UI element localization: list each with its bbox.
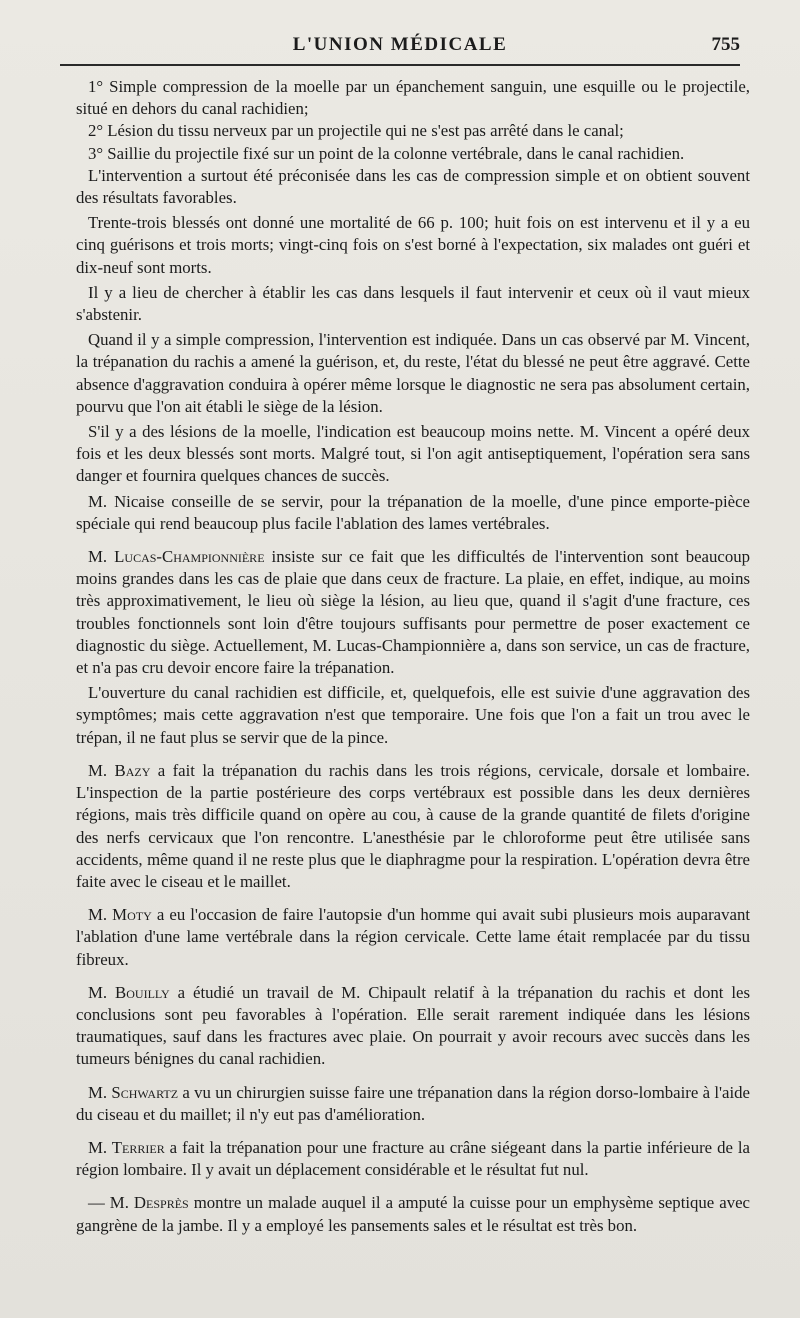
speaker-name: M. Moty <box>88 905 152 925</box>
paragraph-lucas-championniere <box>76 546 750 679</box>
page-number: 755 <box>711 34 740 55</box>
speaker-name: M. Desprès <box>109 1193 189 1213</box>
speaker-name: M. Bazy <box>88 760 151 780</box>
paragraph-text: montre un malade auquel il a amputé la cuisse pour un emphysème septique avec gangrène de la jambe. Il y a employé les pansements sales et le résultat est très bon. <box>76 1193 750 1235</box>
paragraph-canal-opening: L'ouverture du canal rachidien est difficile, et, quelquefois, elle est suivie d'une aggravation des symptômes; mais cette aggravation n'est que temporaire. Une fois que l'on a fait un trou avec le trépan, il ne faut plus se servir que de la pince. <box>76 683 750 747</box>
list-item-2: 2° Lésion du tissu nerveux par un projectile qui ne s'est pas arrêté dans le canal; <box>88 121 624 141</box>
paragraph-indications: Il y a lieu de chercher à établir les cas dans lesquels il faut intervenir et ceux où il vaut mieux s'abstenir. <box>76 282 750 325</box>
paragraph-nicaise: M. Nicaise conseille de se servir, pour la trépanation de la moelle, d'une pince emporte-pièce spéciale qui rend beaucoup plus facile l'ablation des lames vertébrales. <box>76 491 750 533</box>
paragraph-spinal-lesions: S'il y a des lésions de la moelle, l'indication est beaucoup moins nette. M. Vincent a opéré deux fois et les deux blessés sont morts. Malgré tout, si l'on agit antiseptiquement, l'opération sera sans danger et fournira quelques chances de succès. <box>76 422 750 486</box>
paragraph-terrier <box>76 1137 750 1181</box>
dash-prefix: — <box>88 1193 110 1213</box>
speaker-name: M. Terrier <box>88 1137 165 1157</box>
speaker-name: M. Bouilly <box>88 982 170 1002</box>
paragraph-text: a fait la trépanation du rachis dans les trois régions, cervicale, dorsale et lombaire. L'inspection de la partie postérieure des corps vertébraux est possible dans les deux dernières régions, mais très difficile quand on opère au cou, à cause de la grande quantité de filets d'origine des nerfs cervicaux que l'on rencontre. L'anesthésie par le chloroforme peut être utilisée sans accidents, même quand il ne reste plus que le diaphragme pour la respiration. L'opération devra être faite avec le ciseau et le maillet. <box>76 760 750 891</box>
paragraph-moty <box>76 904 750 971</box>
list-item-3: 3° Saillie du projectile fixé sur un point de la colonne vertébrale, dans le canal rachidien. <box>88 143 685 163</box>
paragraph-text: a eu l'occasion de faire l'autopsie d'un homme qui avait subi plusieurs mois auparavant l'ablation d'une lame vertébrale dans la région cervicale. Cette lame était remplacée par du tissu fibreux. <box>76 905 751 969</box>
paragraph-text: a étudié un travail de M. Chipault relatif à la trépanation du rachis et dont les conclusions sont peu favorables à l'opération. Elle serait rarement indiquée dans les lésions traumatiques, sauf dans les fractures avec plaie. On pourrait y avoir recours avec succès dans les tumeurs bénignes du canal rachidien. <box>76 982 750 1069</box>
paragraph-intervention: L'intervention a surtout été préconisée dans les cas de compression simple et on obtient souvent des résultats favorables. <box>76 165 750 208</box>
paragraph-text: insiste sur ce fait que les difficultés de l'intervention sont beaucoup moins grandes dans les cas de plaie que dans ceux de fracture. La plaie, en effet, indique, au moins très approximativement, le lieu où siège la lésion, au lieu que, quand il s'agit d'une fracture, ces troubles fonctionnels sont loin d'être toujours suffisants pour permettre de poser exactement ce diagnostic du siège. Actuellement, M. Lucas-Championnière a, dans son service, un cas de fracture, et n'a pas cru devoir encore faire la trépanation. <box>76 547 751 678</box>
page-header <box>60 30 740 64</box>
header-rule <box>60 64 740 66</box>
paragraph-bazy <box>76 760 750 893</box>
speaker-name: M. Schwartz <box>88 1082 179 1102</box>
speaker-name: M. Lucas-Championnière <box>88 547 265 567</box>
article-body <box>76 76 750 1240</box>
paragraph-statistics: Trente-trois blessés ont donné une mortalité de 66 p. 100; huit fois on est intervenu et il y a eu cinq guérisons et trois morts; vingt-cinq fois on s'est borné à l'expectation, six malades ont guéri et dix-neuf sont morts. <box>76 213 750 277</box>
paragraph-text: a vu un chirurgien suisse faire une trépanation dans la région dorso-lombaire à l'aide du ciseau et du maillet; il n'y eut pas d'amélioration. <box>76 1082 751 1124</box>
paragraph-bouilly <box>76 982 750 1071</box>
paragraph-text: a fait la trépanation pour une fracture au crâne siégeant dans la partie inférieure de la région lombaire. Il y avait un déplacement considérable et le résultat fut nul. <box>76 1137 751 1180</box>
list-item-1: 1° Simple compression de la moelle par un épanchement sanguin, une esquille ou le projectile, situé en dehors du canal rachidien; <box>76 77 750 119</box>
paragraph-simple-compression: Quand il y a simple compression, l'intervention est indiquée. Dans un cas observé par M. Vincent, la trépanation du rachis a amené la guérison, et, du reste, l'état du blessé ne peut être aggravé. Cette absence d'aggravation conduira à opérer même lorsque le diagnostic ne sera pas absolument certain, pourvu que l'on ait établi le siège de la lésion. <box>76 330 750 416</box>
paragraph-schwartz <box>76 1082 750 1126</box>
paragraph-despres <box>76 1192 750 1236</box>
running-title: L'UNION MÉDICALE <box>292 34 508 55</box>
